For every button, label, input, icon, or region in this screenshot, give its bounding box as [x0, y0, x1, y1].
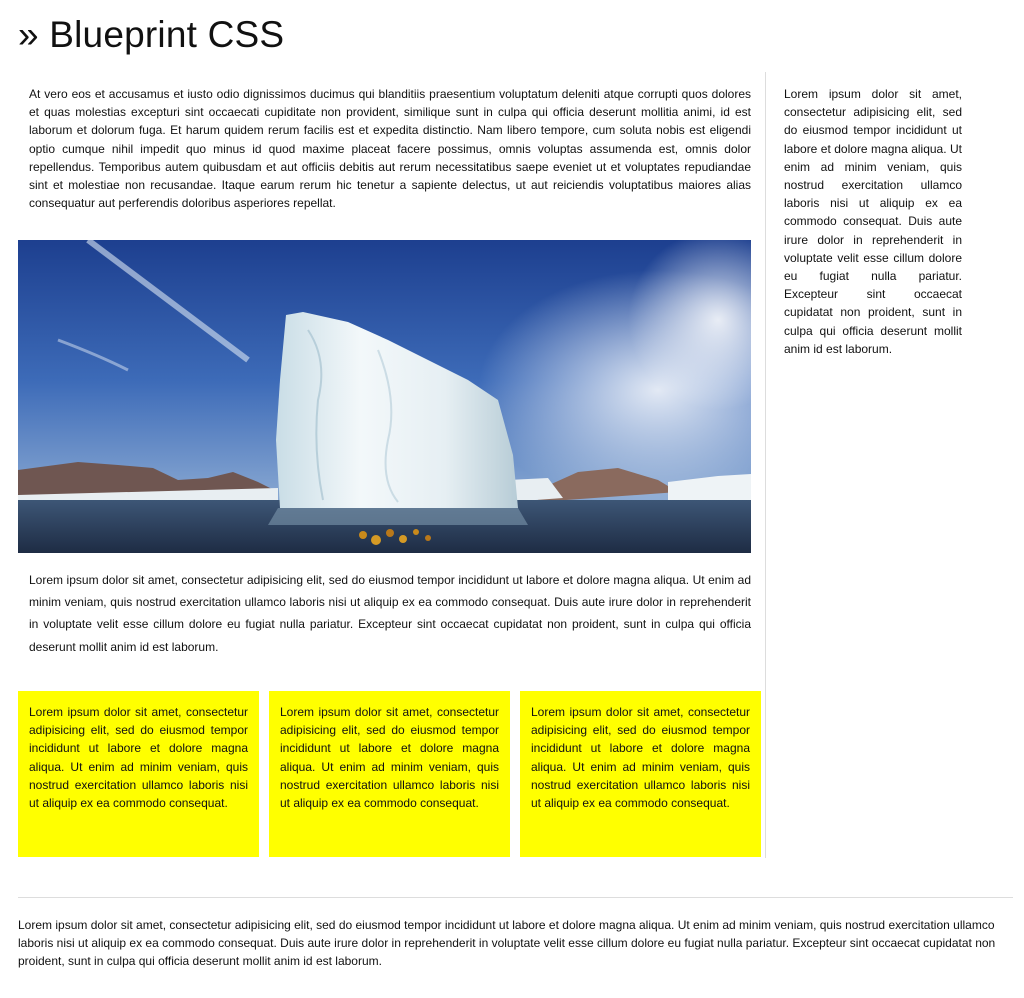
body-paragraph: Lorem ipsum dolor sit amet, consectetur adipisicing elit, sed do eiusmod tempor incididunt ut labore et dolore magna aliqua. Ut enim ad minim veniam, quis nostrud exercitation ullamco laboris nisi ut aliquip ex ea commodo consequat. Duis aute irure dolor in reprehenderit in voluptate velit esse cillum dolore eu fugiat nulla pariatur. Excepteur sint occaecat cupidatat non proident, sunt in culpa qui officia deserunt mollit anim id est laborum.	[29, 573, 751, 654]
highlight-box-text: Lorem ipsum dolor sit amet, consectetur adipisicing elit, sed do eiusmod tempor incididunt ut labore et dolore magna aliqua. Ut enim ad minim veniam, quis nostrud exercitation ullamco laboris nisi ut aliquip ex ea commodo consequat.	[29, 705, 248, 811]
intro-paragraph: At vero eos et accusamus et iusto odio dignissimos ducimus qui blanditiis praesentium voluptatum deleniti atque corrupti quos dolores et quas molestias excepturi sint occaecati cupiditate non provident, similique sunt in culpa qui officia deserunt mollitia animi, id est laborum et dolorum fuga. Et harum quidem rerum facilis est et expedita distinctio. Nam libero tempore, cum soluta nobis est eligendi optio cumque nihil impedit quo minus id quod maxime placeat facere possimus, omnis voluptas assumenda est, omnis dolor repellendus. Temporibus autem quibusdam et aut officiis debitis aut rerum necessitatibus saepe eveniet ut et voluptates repudiandae sint et molestiae non recusandae. Itaque earum rerum hic tenetur a sapiente delectus, ut aut reiciendis voluptatibus maiores alias consequatur aut perferendis doloribus asperiores repellat.	[29, 87, 751, 211]
highlight-box-text: Lorem ipsum dolor sit amet, consectetur adipisicing elit, sed do eiusmod tempor incididunt ut labore et dolore magna aliqua. Ut enim ad minim veniam, quis nostrud exercitation ullamco laboris nisi ut aliquip ex ea commodo consequat.	[531, 705, 750, 811]
column-divider	[765, 72, 766, 858]
highlight-box-1	[18, 691, 259, 857]
horizontal-rule	[18, 897, 1013, 898]
footer-text: Lorem ipsum dolor sit amet, consectetur adipisicing elit, sed do eiusmod tempor incididunt ut labore et dolore magna aliqua. Ut enim ad minim veniam, quis nostrud exercitation ullamco laboris nisi ut aliquip ex ea commodo consequat. Duis aute irure dolor in reprehenderit in voluptate velit esse cillum dolore eu fugiat nulla pariatur. Excepteur sint occaecat cupidatat non proident, sunt in culpa qui officia deserunt mollit anim id est laborum.	[18, 918, 996, 969]
highlight-box-3	[520, 691, 761, 857]
page-title: » Blueprint CSS	[18, 14, 285, 55]
sidebar-text: Lorem ipsum dolor sit amet, consectetur adipisicing elit, sed do eiusmod tempor incididunt ut labore et dolore magna aliqua. Ut enim ad minim veniam, quis nostrud exercitation ullamco laboris nisi ut aliquip ex ea commodo consequat. Duis aute irure dolor in reprehenderit in voluptate velit esse cillum dolore eu fugiat nulla pariatur. Excepteur sint occaecat cupidatat non proident, sunt in culpa qui officia deserunt mollit anim id est laborum.	[784, 87, 962, 356]
highlight-box-text: Lorem ipsum dolor sit amet, consectetur adipisicing elit, sed do eiusmod tempor incididunt ut labore et dolore magna aliqua. Ut enim ad minim veniam, quis nostrud exercitation ullamco laboris nisi ut aliquip ex ea commodo consequat.	[280, 705, 499, 811]
highlight-box-2	[269, 691, 510, 857]
hero-image	[18, 240, 751, 553]
